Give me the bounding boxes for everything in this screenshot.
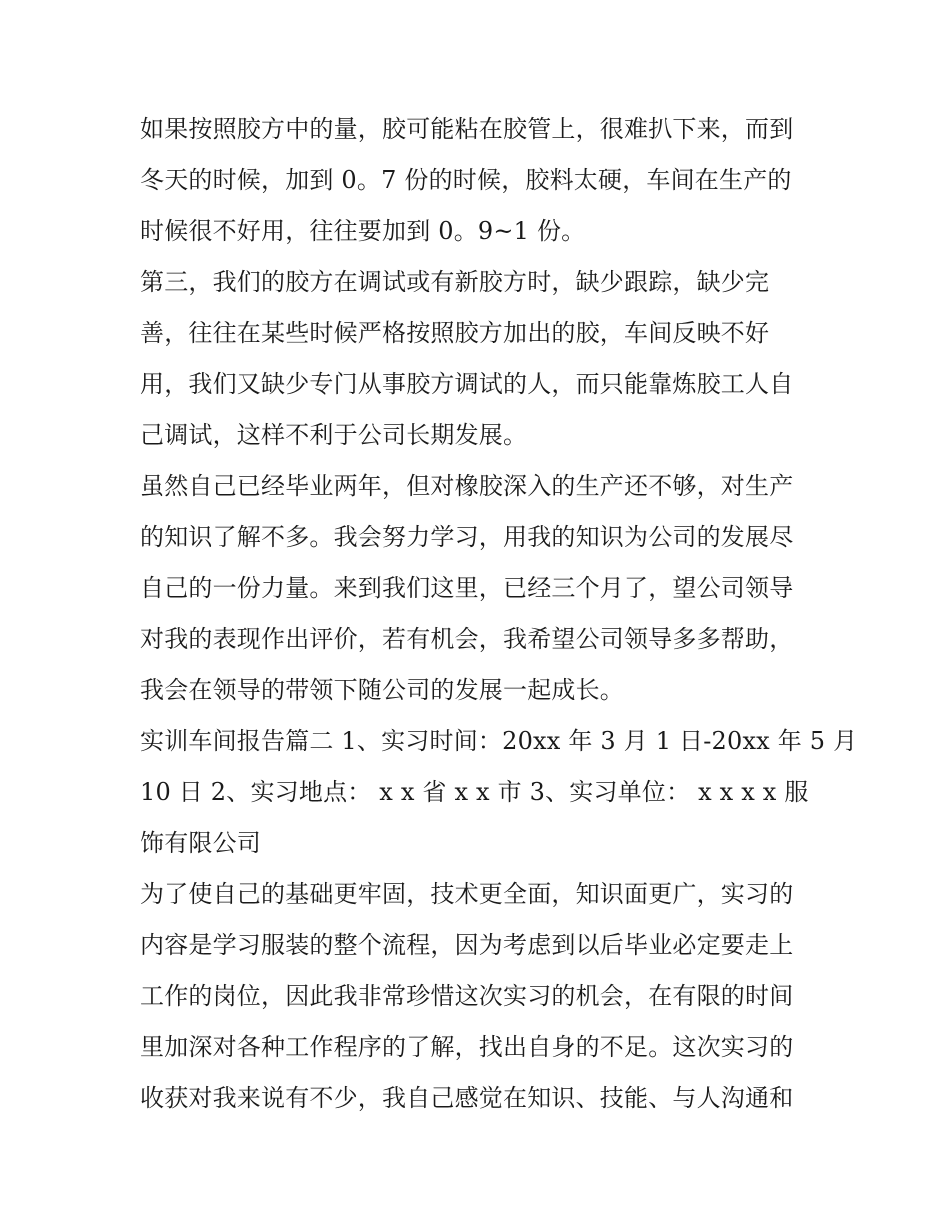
text-line: 工作的岗位，因此我非常珍惜这次实习的机会，在有限的时间	[140, 982, 794, 1010]
text-line: 对我的表现作出评价，若有机会，我希望公司领导多多帮助，	[140, 625, 794, 653]
text-line: 第三，我们的胶方在调试或有新胶方时，缺少跟踪，缺少完	[140, 268, 770, 296]
text-line: 善，往往在某些时候严格按照胶方加出的胶，车间反映不好	[140, 319, 770, 347]
document-body	[140, 104, 858, 1124]
text-line: 自己的一份力量。来到我们这里，已经三个月了，望公司领导	[140, 574, 794, 602]
text-line: 用，我们又缺少专门从事胶方调试的人，而只能靠炼胶工人自	[140, 370, 794, 398]
section-heading-line: 实训车间报告篇二 1、实习时间：20xx 年 3 月 1 日-20xx 年 5 月	[140, 727, 858, 755]
text-line: 虽然自己已经毕业两年，但对橡胶深入的生产还不够，对生产	[140, 472, 794, 500]
text-line: 时候很不好用，往往要加到 0。9~1 份。	[140, 217, 586, 245]
text-line: 己调试，这样不利于公司长期发展。	[140, 421, 528, 449]
text-line: 10 日 2、实习地点： x x 省 x x 市 3、实习单位： x x x x 服	[140, 778, 809, 806]
text-line: 里加深对各种工作程序的了解，找出自身的不足。这次实习的	[140, 1033, 794, 1061]
text-line: 冬天的时候，加到 0。7 份的时候，胶料太硬，车间在生产的	[140, 166, 792, 194]
text-line: 如果按照胶方中的量，胶可能粘在胶管上，很难扒下来，而到	[140, 115, 794, 143]
text-line: 为了使自己的基础更牢固，技术更全面，知识面更广，实习的	[140, 880, 794, 908]
text-line: 内容是学习服装的整个流程，因为考虑到以后毕业必定要走上	[140, 931, 794, 959]
text-line: 我会在领导的带领下随公司的发展一起成长。	[140, 676, 624, 704]
text-line: 收获对我来说有不少，我自己感觉在知识、技能、与人沟通和	[140, 1084, 794, 1112]
text-line: 饰有限公司	[140, 829, 261, 857]
text-line: 的知识了解不多。我会努力学习，用我的知识为公司的发展尽	[140, 523, 794, 551]
